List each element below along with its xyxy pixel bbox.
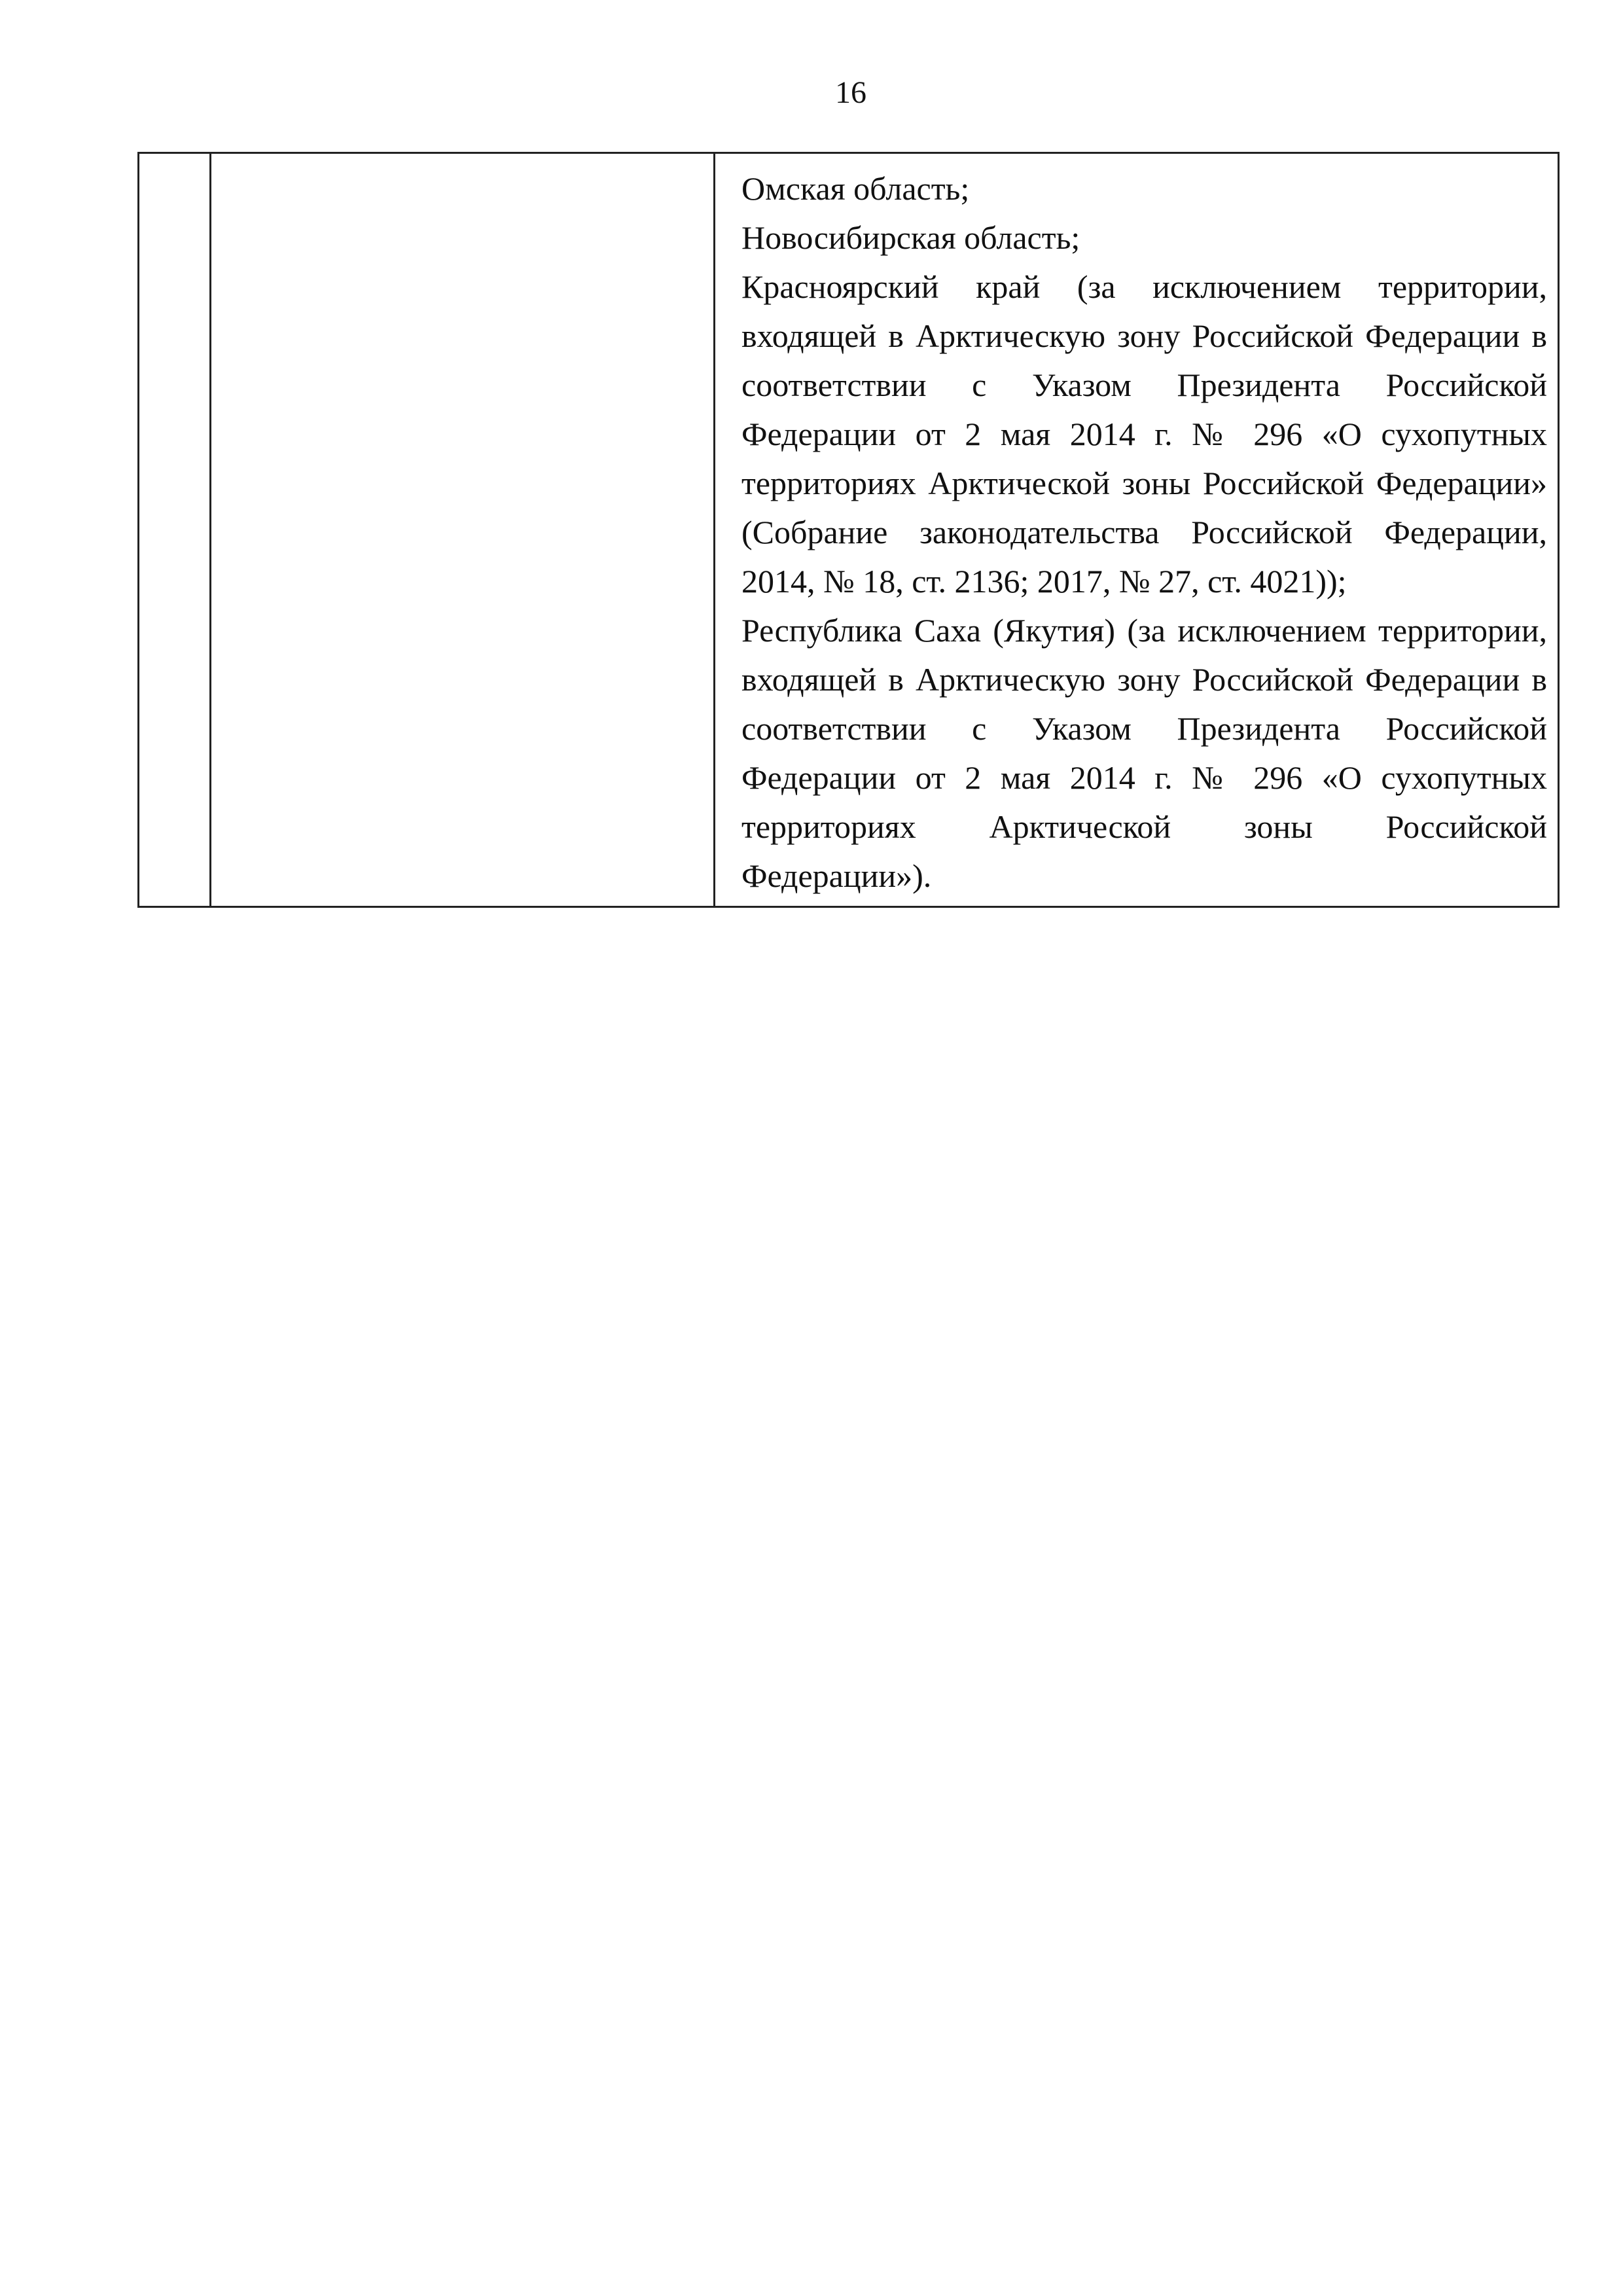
page-number: 16 [835,75,866,110]
region-sakha: Республика Саха (Якутия) (за исключением территории, входящей в Арктическую зону Российской Федерации в соответствии с Указом Президента Российской Федерации от 2 мая 2014 г. № 296 «О сухопутных территориях Арктической зоны Российской Федерации»). [741,612,1547,894]
table-cell-name [211,153,715,907]
table-cell-number [139,153,211,907]
region-krasnoyarsk: Красноярский край (за исключением территории, входящей в Арктическую зону Российской Федерации в соответствии с Указом Президента Российской Федерации от 2 мая 2014 г. № 296 «О сухопутных территориях Арктической зоны Российской Федерации» (Собрание законодательства Российской Федерации, 2014, № 18, ст. 2136; 2017, № 27, ст. 4021)); [741,268,1547,600]
regions-table [137,152,1560,908]
region-novosibirsk: Новосибирская область; [741,219,1080,256]
region-omsk: Омская область; [741,170,970,207]
table-row [139,153,1559,907]
table-cell-regions [715,153,1559,907]
